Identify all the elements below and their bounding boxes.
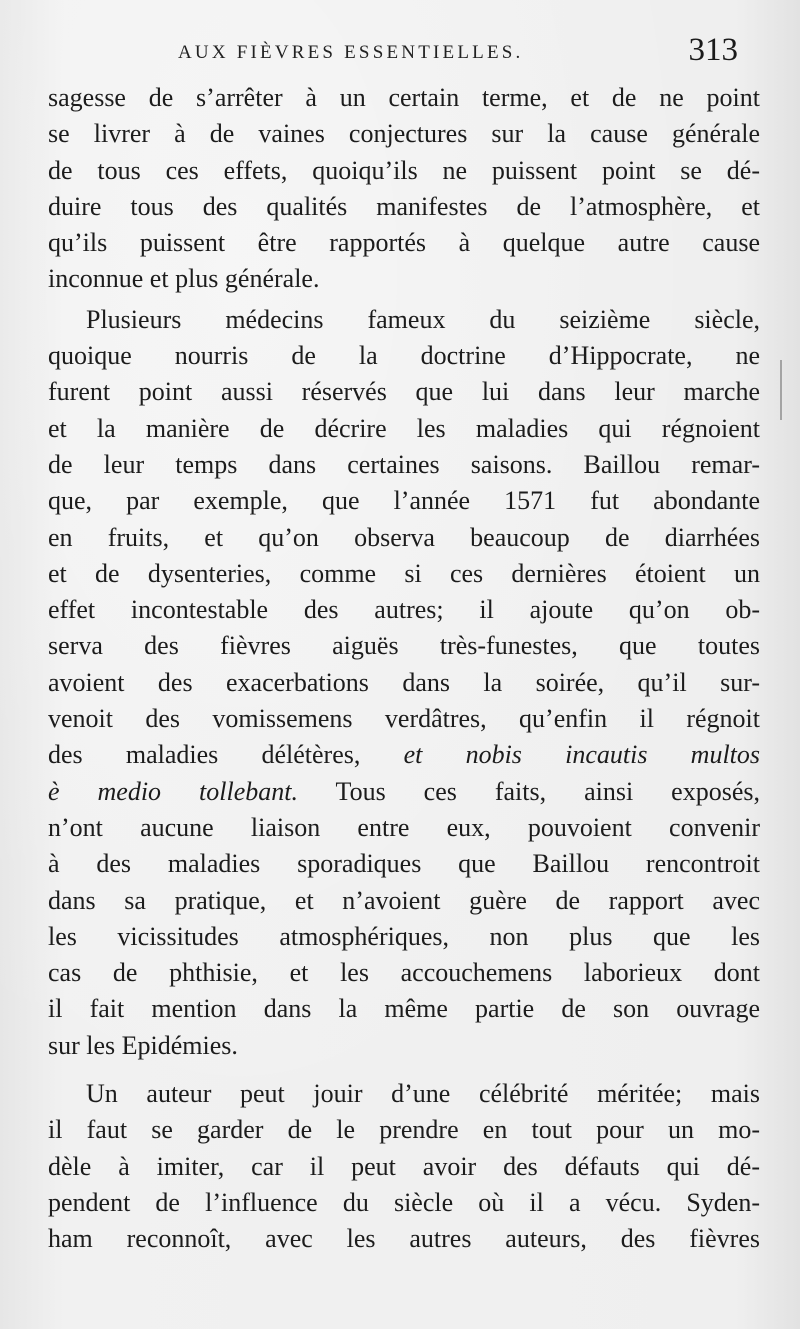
text-line: venoit des vomissemens verdâtres, qu’enfin il régnoit <box>48 704 760 734</box>
text-line: les vicissitudes atmosphériques, non plus que les <box>48 921 760 951</box>
text-line: n’ont aucune liaison entre eux, pouvoient convenir <box>48 812 760 842</box>
text-line: pendent de l’influence du siècle où il a vécu. Syden- <box>48 1187 760 1217</box>
text-line: dèle à imiter, car il peut avoir des défauts qui dé- <box>48 1151 760 1181</box>
text-line: duire tous des qualités manifestes de l’atmosphère, et <box>48 191 760 221</box>
paragraph-3 <box>48 1076 760 1257</box>
paragraph-2 <box>48 302 760 1064</box>
page-number: 313 <box>688 32 738 68</box>
italic-run: et nobis incautis multos <box>403 740 760 770</box>
text-line: ham reconnoît, avec les autres auteurs, des fièvres <box>48 1224 760 1254</box>
text-line: inconnue et plus générale. <box>48 264 320 294</box>
text-line: sagesse de s’arrêter à un certain terme, et de ne point <box>48 83 760 112</box>
text-line: serva des fièvres aiguës très-funestes, que toutes <box>48 631 760 661</box>
text-line: qu’ils puissent être rapportés à quelque autre cause <box>48 228 760 258</box>
text-line: et la manière de décrire les maladies qui régnoient <box>48 413 760 443</box>
text-line: de leur temps dans certaines saisons. Baillou remar- <box>48 449 760 479</box>
roman-run: Tous ces faits, ainsi exposés, <box>297 776 760 806</box>
text-line: à des maladies sporadiques que Baillou rencontroit <box>48 849 760 879</box>
text-line: Un auteur peut jouir d’une célébrité méritée; mais <box>86 1079 760 1109</box>
text-line: sur les Epidémies. <box>48 1030 238 1060</box>
text-line: Plusieurs médecins fameux du seizième siècle, <box>86 304 760 334</box>
italic-run: è medio tollebant. <box>48 776 298 806</box>
text-line: dans sa pratique, et n’avoient guère de rapport avec <box>48 885 760 915</box>
text-line: cas de phthisie, et les accouchemens laborieux dont <box>48 958 760 988</box>
paragraph-1 <box>48 80 760 298</box>
text-line: quoique nourris de la doctrine d’Hippocrate, ne <box>48 341 760 371</box>
body-text <box>48 80 760 1270</box>
text-line: en fruits, et qu’on observa beaucoup de diarrhées <box>48 522 760 552</box>
page-header <box>0 30 800 74</box>
text-line: avoient des exacerbations dans la soirée, qu’il sur- <box>48 667 760 697</box>
page-edge-mark <box>780 360 782 420</box>
text-line: que, par exemple, que l’année 1571 fut abondante <box>48 486 760 516</box>
running-head: AUX FIÈVRES ESSENTIELLES. <box>178 42 524 63</box>
text-line-mixed <box>48 774 760 810</box>
text-line: se livrer à de vaines conjectures sur la cause générale <box>48 119 760 149</box>
text-line: de tous ces effets, quoiqu’ils ne puissent point se dé- <box>48 155 760 185</box>
text-line: et de dysenteries, comme si ces dernières étoient un <box>48 558 760 588</box>
text-line-mixed <box>48 737 760 773</box>
text-line: il faut se garder de le prendre en tout pour un mo- <box>48 1115 760 1145</box>
text-line: furent point aussi réservés que lui dans leur marche <box>48 377 760 407</box>
roman-run: des maladies délétères, <box>48 740 404 770</box>
text-line: effet incontestable des autres; il ajoute qu’on ob- <box>48 595 760 625</box>
text-line: il fait mention dans la même partie de son ouvrage <box>48 994 760 1024</box>
